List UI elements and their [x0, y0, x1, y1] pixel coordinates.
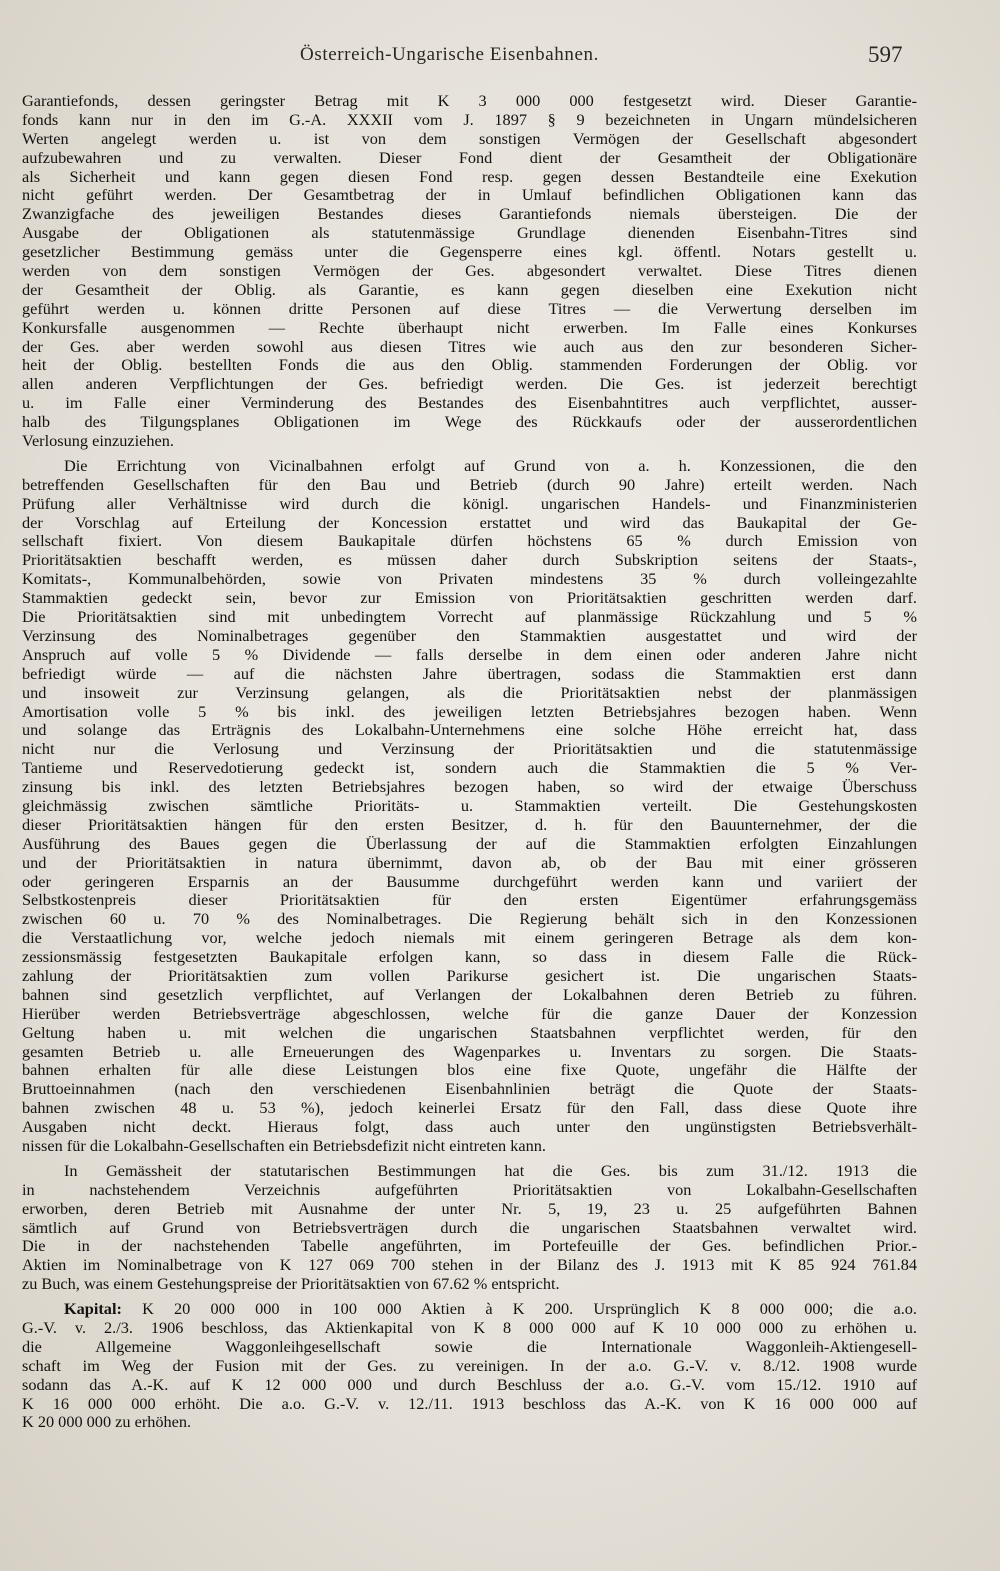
text-line: Die in der nachstehenden Tabelle angeführten, im Portefeuille der Ges. befindlichen Prior.-	[22, 1236, 917, 1256]
text-line: zessionsmässig festgesetzten Baukapitale erfolgen kann, so dass in diesem Falle die Rück-	[22, 947, 917, 967]
text-line: G.-V. v. 2./3. 1906 beschloss, das Aktienkapital von K 8 000 000 auf K 10 000 000 zu erhöhen u.	[22, 1318, 917, 1337]
text-line: oder geringeren Ersparnis an der Bausumme durchgeführt werden kann und variiert der	[22, 871, 917, 891]
text-line: werden von dem sonstigen Vermögen der Ges. abgesondert verwaltet. Diese Titres dienen	[22, 261, 917, 281]
text-line: Zwanzigfache des jeweiligen Bestandes dieses Garantiefonds niemals übersteigen. Die der	[22, 204, 917, 224]
text-line: In Gemässheit der statutarischen Bestimmungen hat die Ges. bis zum 31./12. 1913 die	[64, 1160, 917, 1180]
text-line: der Gesamtheit der Oblig. als Garantie, es kann gegen dieselben eine Exekution nicht	[22, 279, 917, 299]
text-line: K 20 000 000 zu erhöhen.	[22, 1412, 192, 1432]
text-line: befriedigt würde — auf die nächsten Jahre übertragen, sodass die Stammaktien erst dann	[22, 663, 917, 683]
text-line: bahnen erhalten für alle diese Leistungen blos eine fixe Quote, ungefähr die Hälfte der	[22, 1060, 917, 1080]
text-line: Prioritätsaktien beschafft werden, es müssen daher durch Subskription seitens der Staats-,	[22, 550, 917, 570]
running-head: Österreich-Ungarische Eisenbahnen.	[300, 44, 599, 65]
text-line: nicht nur die Verlosung und Verzinsung der Prioritätsaktien und die statutenmässige	[22, 739, 917, 759]
text-line: die Allgemeine Waggonleihgesellschaft sowie die Internationale Waggonleih-Aktiengesell-	[22, 1336, 917, 1356]
text-line: Kapital: K 20 000 000 in 100 000 Aktien à K 200. Ursprünglich K 8 000 000; die a.o.	[64, 1299, 917, 1319]
paragraph	[22, 457, 917, 1156]
text-line: halb des Tilgungsplanes Obligationen im Wege des Rückkaufs oder der ausserordentlichen	[22, 412, 917, 432]
text-line: fonds kann nur in den im G.-A. XXXII vom J. 1897 § 9 bezeichneten in Ungarn mündelsicheren	[22, 109, 917, 129]
text-line: zwischen 60 u. 70 % des Nominalbetrages. Die Regierung behält sich in den Konzessionen	[22, 909, 917, 929]
text-line: Komitats-, Kommunalbehörden, sowie von Privaten mindestens 35 % durch volleingezahlte	[22, 569, 917, 589]
text-line: Prüfung aller Verhältnisse wird durch die königl. ungarischen Handels- und Finanzministerien	[22, 493, 917, 513]
text-line: bahnen zwischen 48 u. 53 %), jedoch keinerlei Ersatz für den Fall, dass diese Quote ihre	[22, 1098, 917, 1118]
text-line: zu Buch, was einem Gestehungspreise der Prioritätsaktien von 67.62 % entspricht.	[22, 1274, 560, 1294]
text-line: sodann das A.-K. auf K 12 000 000 und durch Beschluss der a.o. G.-V. vom 15./12. 1910 auf	[22, 1374, 917, 1394]
text-line: Anspruch auf volle 5 % Dividende — falls derselbe in dem einen oder anderen Jahre nicht	[22, 644, 917, 664]
text-line: sämtlich auf Grund von Betriebsverträgen durch die ungarischen Staatsbahnen verwaltet wird.	[22, 1217, 917, 1237]
text-line: und insoweit zur Verzinsung gelangen, als die Prioritätsaktien nebst der planmässigen	[22, 682, 917, 702]
text-line: Die Errichtung von Vicinalbahnen erfolgt auf Grund von a. h. Konzessionen, die den	[64, 455, 917, 475]
text-line: Garantiefonds, dessen geringster Betrag mit K 3 000 000 festgesetzt wird. Dieser Garantie-	[22, 91, 917, 110]
text-line: als Sicherheit und kann gegen diesen Fond resp. gegen dessen Bestandteile eine Exekution	[22, 166, 917, 186]
paragraph	[22, 92, 917, 451]
text-line: Die Prioritätsaktien sind mit unbedingtem Vorrecht auf planmässige Rückzahlung und 5 %	[22, 607, 917, 627]
text-line: Tantieme und Reservedotierung gedeckt ist, sondern auch die Stammaktien die 5 % Ver-	[22, 758, 917, 778]
text-line: K 16 000 000 erhöht. Die a.o. G.-V. v. 12./11. 1913 beschloss das A.-K. von K 16 000 000 auf	[22, 1393, 917, 1413]
paragraph	[22, 1162, 917, 1294]
text-line: dieser Prioritätsaktien hängen für den ersten Besitzer, d. h. für den Bauunternehmer, der die	[22, 814, 917, 834]
text-line: Bruttoeinnahmen (nach den verschiedenen Eisenbahnlinien beträgt die Quote der Staats-	[22, 1079, 917, 1099]
page-number: 597	[868, 42, 903, 67]
text-line: Konkursfalle ausgenommen — Rechte überhaupt nicht erwerben. Im Falle eines Konkurses	[22, 317, 917, 337]
text-line: und solange das Erträgnis des Lokalbahn-Unternehmens eine solche Höhe erreicht hat, dass	[22, 720, 917, 740]
text-line: der Vorschlag auf Erteilung der Koncession erstattet und wird das Baukapital der Ge-	[22, 512, 917, 532]
text-line: gesetzlicher Bestimmung gemäss unter die Gegensperre eines kgl. öffentl. Notars gestellt u.	[22, 242, 917, 262]
text-line: nicht geführt werden. Der Gesamtbetrag der in Umlauf befindlichen Obligationen kann das	[22, 185, 917, 205]
kapital-label: Kapital:	[64, 1299, 122, 1319]
text-line: Ausführung des Baues gegen die Überlassung der auf die Stammaktien erfolgten Einzahlungen	[22, 833, 917, 853]
text-line: zahlung der Prioritätsaktien zum vollen Parikurse gesichert ist. Die ungarischen Staats-	[22, 965, 917, 985]
text-line: gesamten Betrieb u. alle Erneuerungen des Wagenparkes u. Inventars zu sorgen. Die Staats-	[22, 1041, 917, 1061]
text-line: zinsung bis inkl. des letzten Betriebsjahres bezogen haben, so wird der etwaige Überschuss	[22, 777, 917, 797]
text-line: aufzubewahren und zu verwalten. Dieser Fond dient der Gesamtheit der Obligationäre	[22, 147, 917, 167]
text-line: schaft im Weg der Fusion mit der Ges. zu vereinigen. In der a.o. G.-V. v. 8./12. 1908 wurde	[22, 1355, 917, 1375]
text-line: die Verstaatlichung vor, welche jedoch niemals mit einem geringeren Betrage als dem kon-	[22, 928, 917, 948]
text-line: Geltung haben u. mit welchen die ungarischen Staatsbahnen verpflichtet werden, für den	[22, 1022, 917, 1042]
text-line: allen anderen Verpflichtungen der Ges. befriedigt werden. Die Ges. ist jederzeit berechtigt	[22, 374, 917, 394]
text-line: Selbstkostenpreis dieser Prioritätsaktien für den ersten Eigentümer erfahrungsgemäss	[22, 890, 917, 910]
text-line: gleichmässig zwischen sämtliche Prioritäts- u. Stammaktien verteilt. Die Gestehungskosten	[22, 795, 917, 815]
paragraph	[22, 1300, 917, 1432]
text-line: Amortisation volle 5 % bis inkl. des jeweiligen letzten Betriebsjahres bezogen haben. Wenn	[22, 701, 917, 721]
text-line: sellschaft fixiert. Von diesem Baukapitale dürfen höchstens 65 % durch Emission von	[22, 531, 917, 551]
text-line: Aktien im Nominalbetrage von K 127 069 700 stehen in der Bilanz des J. 1913 mit K 85 924 761.84	[22, 1255, 917, 1275]
text-line: in nachstehendem Verzeichnis aufgeführten Prioritätsaktien von Lokalbahn-Gesellschaften	[22, 1179, 917, 1199]
body-text	[22, 92, 917, 1432]
text-line: bahnen sind gesetzlich verpflichtet, auf Verlangen der Lokalbahnen deren Betrieb zu führen.	[22, 984, 917, 1004]
text-line: u. im Falle einer Verminderung des Bestandes des Eisenbahntitres auch verpflichtet, ausser-	[22, 393, 917, 413]
text-line: der Ges. aber werden sowohl aus diesen Titres wie auch aus den zur besonderen Sicher-	[22, 336, 917, 356]
text-line: heit der Oblig. bestellten Fonds die aus den Oblig. stammenden Forderungen der Oblig. vor	[22, 355, 917, 375]
page-header	[0, 44, 1000, 74]
text-line: und der Prioritätsaktien in natura übernimmt, davon ab, ob der Bau mit einer grösseren	[22, 852, 917, 872]
text-line: Ausgaben nicht deckt. Hieraus folgt, dass auch unter den ungünstigsten Betriebsverhält-	[22, 1117, 917, 1137]
text-line: Verzinsung des Nominalbetrages gegenüber den Stammaktien ausgestattet und wird der	[22, 625, 917, 645]
text-line: Hierüber werden Betriebsverträge abgeschlossen, welche für die ganze Dauer der Konzession	[22, 1003, 917, 1023]
text-line: erworben, deren Betrieb mit Ausnahme der unter Nr. 5, 19, 23 u. 25 aufgeführten Bahnen	[22, 1198, 917, 1218]
text-line: betreffenden Gesellschaften für den Bau und Betrieb (durch 90 Jahre) erteilt werden. Nach	[22, 474, 917, 494]
text-line: Verlosung einzuziehen.	[22, 431, 174, 451]
text-line: Ausgabe der Obligationen als statutenmässige Grundlage dienenden Eisenbahn-Titres sind	[22, 223, 917, 243]
text-line: geführt werden u. können dritte Personen auf diese Titres — die Verwertung derselben im	[22, 298, 917, 318]
text-line: nissen für die Lokalbahn-Gesellschaften ein Betriebsdefizit nicht eintreten kann.	[22, 1135, 546, 1155]
text-line: Stammaktien gedeckt sein, bevor zur Emission von Prioritätsaktien geschritten werden darf.	[22, 588, 917, 608]
text-line: Werten angelegt werden u. ist von dem sonstigen Vermögen der Gesellschaft abgesondert	[22, 128, 917, 148]
